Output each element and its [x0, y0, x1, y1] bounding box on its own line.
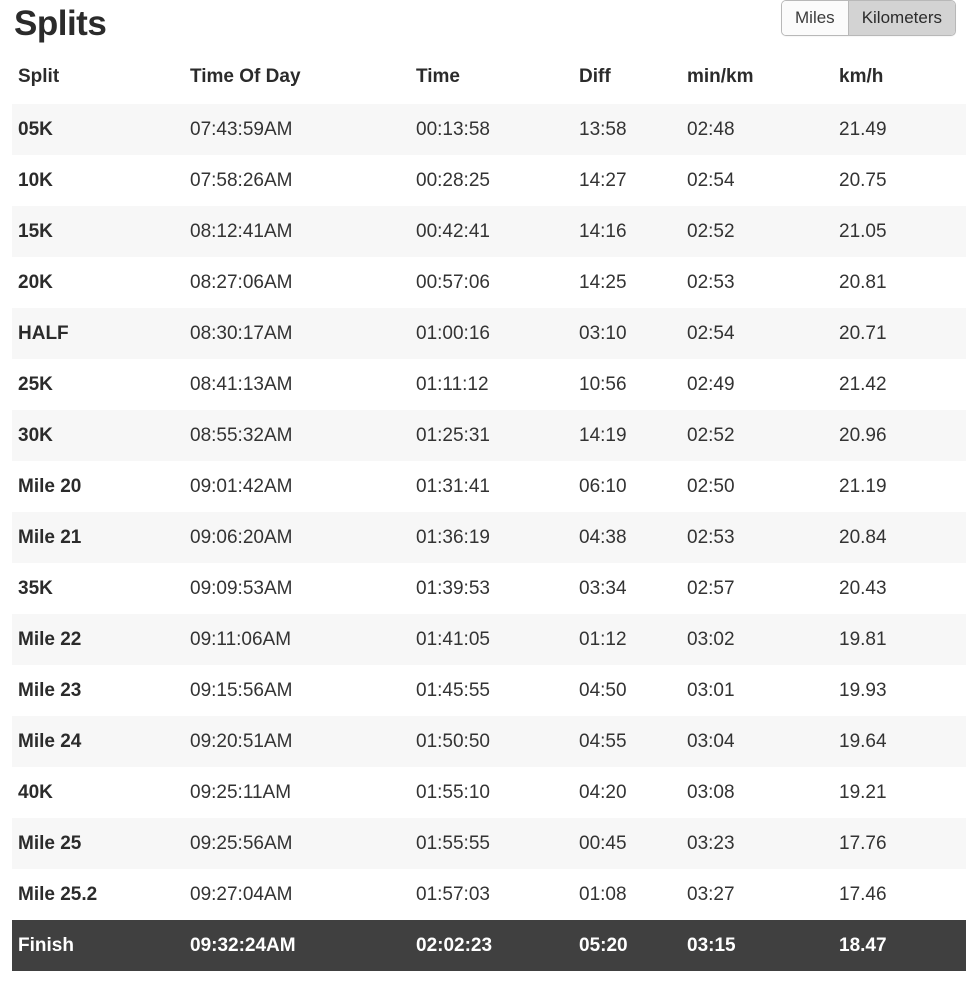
cell-time-of-day: 09:15:56AM	[190, 680, 293, 701]
cell-time: 01:57:03	[416, 884, 490, 905]
cell-split: Mile 25.2	[18, 884, 98, 905]
cell-speed: 21.42	[839, 374, 887, 395]
cell-time-of-day: 09:06:20AM	[190, 512, 416, 563]
cell-diff: 14:27	[579, 170, 627, 191]
cell-time-of-day: 09:20:51AM	[190, 716, 416, 767]
cell-diff: 06:10	[579, 476, 627, 497]
splits-table-body	[12, 104, 966, 971]
table-row	[12, 206, 966, 257]
cell-time-of-day: 08:12:41AM	[190, 206, 416, 257]
cell-split: Mile 24	[12, 716, 190, 767]
cell-split: 15K	[12, 206, 190, 257]
cell-pace: 03:08	[687, 782, 735, 803]
cell-time-of-day: 09:27:04AM	[190, 884, 293, 905]
cell-pace: 03:23	[687, 818, 839, 869]
table-row	[12, 818, 966, 869]
cell-time: 01:00:16	[416, 308, 579, 359]
cell-time: 00:42:41	[416, 206, 579, 257]
cell-split: Mile 22	[12, 614, 190, 665]
cell-time-of-day: 09:25:56AM	[190, 818, 416, 869]
table-row	[12, 308, 966, 359]
cell-time: 01:41:05	[416, 614, 579, 665]
page-title: Splits	[14, 4, 107, 43]
cell-speed: 19.93	[839, 680, 887, 701]
table-row	[12, 767, 966, 818]
cell-time-of-day: 09:01:42AM	[190, 476, 293, 497]
column-header-diff: Diff	[579, 66, 611, 87]
cell-diff: 01:08	[579, 884, 627, 905]
cell-time: 01:45:55	[416, 680, 490, 701]
cell-diff: 00:45	[579, 818, 687, 869]
cell-diff: 04:20	[579, 782, 627, 803]
cell-diff: 14:19	[579, 410, 687, 461]
cell-split: 30K	[12, 410, 190, 461]
cell-diff: 05:20	[579, 920, 687, 971]
cell-pace: 03:04	[687, 716, 839, 767]
cell-time-of-day: 07:58:26AM	[190, 170, 293, 191]
cell-time: 00:13:58	[416, 104, 579, 155]
cell-pace: 03:02	[687, 614, 839, 665]
unit-toggle-miles[interactable]: Miles	[782, 1, 848, 35]
column-header-time-of-day: Time Of Day	[190, 66, 301, 87]
cell-time: 01:50:50	[416, 716, 579, 767]
cell-time-of-day: 08:30:17AM	[190, 308, 416, 359]
cell-diff: 13:58	[579, 104, 687, 155]
cell-pace: 02:53	[687, 512, 839, 563]
cell-speed: 21.49	[839, 104, 966, 155]
cell-speed: 20.84	[839, 512, 966, 563]
cell-pace: 02:57	[687, 578, 735, 599]
cell-split: 20K	[18, 272, 53, 293]
cell-diff: 01:12	[579, 614, 687, 665]
cell-time: 01:25:31	[416, 410, 579, 461]
cell-split: 25K	[18, 374, 53, 395]
cell-speed: 20.43	[839, 578, 887, 599]
column-header-speed: km/h	[839, 66, 884, 87]
cell-split: 05K	[12, 104, 190, 155]
cell-speed: 21.05	[839, 206, 966, 257]
cell-time: 01:55:55	[416, 818, 579, 869]
cell-time-of-day: 09:32:24AM	[190, 920, 416, 971]
cell-time-of-day: 09:09:53AM	[190, 578, 293, 599]
splits-table-head	[12, 58, 966, 104]
table-row	[12, 869, 966, 920]
cell-speed: 17.76	[839, 818, 966, 869]
cell-pace: 03:27	[687, 884, 735, 905]
table-row	[12, 461, 966, 512]
cell-split: Finish	[12, 920, 190, 971]
cell-pace: 02:52	[687, 410, 839, 461]
cell-split: Mile 21	[12, 512, 190, 563]
cell-diff: 03:34	[579, 578, 627, 599]
cell-diff: 14:25	[579, 272, 627, 293]
cell-time-of-day: 07:43:59AM	[190, 104, 416, 155]
cell-diff: 03:10	[579, 308, 687, 359]
cell-diff: 14:16	[579, 206, 687, 257]
cell-time-of-day: 09:11:06AM	[190, 614, 416, 665]
cell-pace: 02:52	[687, 206, 839, 257]
table-row	[12, 359, 966, 410]
table-row	[12, 512, 966, 563]
cell-time-of-day: 08:55:32AM	[190, 410, 416, 461]
cell-pace: 02:53	[687, 272, 735, 293]
table-row	[12, 614, 966, 665]
table-row	[12, 665, 966, 716]
cell-speed: 17.46	[839, 884, 887, 905]
cell-time: 02:02:23	[416, 920, 579, 971]
cell-split: Mile 20	[18, 476, 82, 497]
page-header	[12, 0, 966, 58]
table-row	[12, 104, 966, 155]
cell-speed: 19.21	[839, 782, 887, 803]
table-row	[12, 716, 966, 767]
table-row	[12, 155, 966, 206]
cell-pace: 03:01	[687, 680, 735, 701]
cell-pace: 03:15	[687, 920, 839, 971]
cell-pace: 02:54	[687, 170, 735, 191]
cell-time: 01:36:19	[416, 512, 579, 563]
cell-time: 01:31:41	[416, 476, 490, 497]
cell-time: 00:57:06	[416, 272, 490, 293]
column-header-pace: min/km	[687, 66, 754, 87]
cell-diff: 04:55	[579, 716, 687, 767]
cell-speed: 20.75	[839, 170, 887, 191]
table-header-row	[12, 58, 966, 104]
cell-time-of-day: 08:27:06AM	[190, 272, 293, 293]
cell-speed: 20.96	[839, 410, 966, 461]
cell-diff: 10:56	[579, 374, 627, 395]
table-row	[12, 257, 966, 308]
cell-time-of-day: 09:25:11AM	[190, 782, 292, 803]
cell-time: 00:28:25	[416, 170, 490, 191]
table-row	[12, 563, 966, 614]
unit-toggle-group[interactable]	[781, 0, 956, 36]
splits-table	[12, 58, 966, 971]
column-header-time: Time	[416, 66, 461, 87]
cell-split: 10K	[18, 170, 53, 191]
cell-pace: 02:50	[687, 476, 735, 497]
cell-time: 01:11:12	[416, 374, 489, 395]
cell-pace: 02:48	[687, 104, 839, 155]
cell-speed: 20.81	[839, 272, 887, 293]
cell-speed: 20.71	[839, 308, 966, 359]
cell-pace: 02:49	[687, 374, 735, 395]
cell-pace: 02:54	[687, 308, 839, 359]
cell-diff: 04:50	[579, 680, 627, 701]
table-row	[12, 410, 966, 461]
table-row	[12, 920, 966, 971]
unit-toggle-kilometers[interactable]: Kilometers	[848, 1, 955, 35]
cell-speed: 21.19	[839, 476, 887, 497]
cell-split: 40K	[18, 782, 53, 803]
cell-speed: 19.81	[839, 614, 966, 665]
cell-diff: 04:38	[579, 512, 687, 563]
cell-split: HALF	[12, 308, 190, 359]
cell-split: 35K	[18, 578, 53, 599]
cell-time: 01:55:10	[416, 782, 490, 803]
cell-split: Mile 23	[18, 680, 82, 701]
cell-speed: 19.64	[839, 716, 966, 767]
cell-split: Mile 25	[12, 818, 190, 869]
cell-speed: 18.47	[839, 920, 966, 971]
cell-time-of-day: 08:41:13AM	[190, 374, 293, 395]
column-header-split: Split	[18, 66, 60, 87]
cell-time: 01:39:53	[416, 578, 490, 599]
